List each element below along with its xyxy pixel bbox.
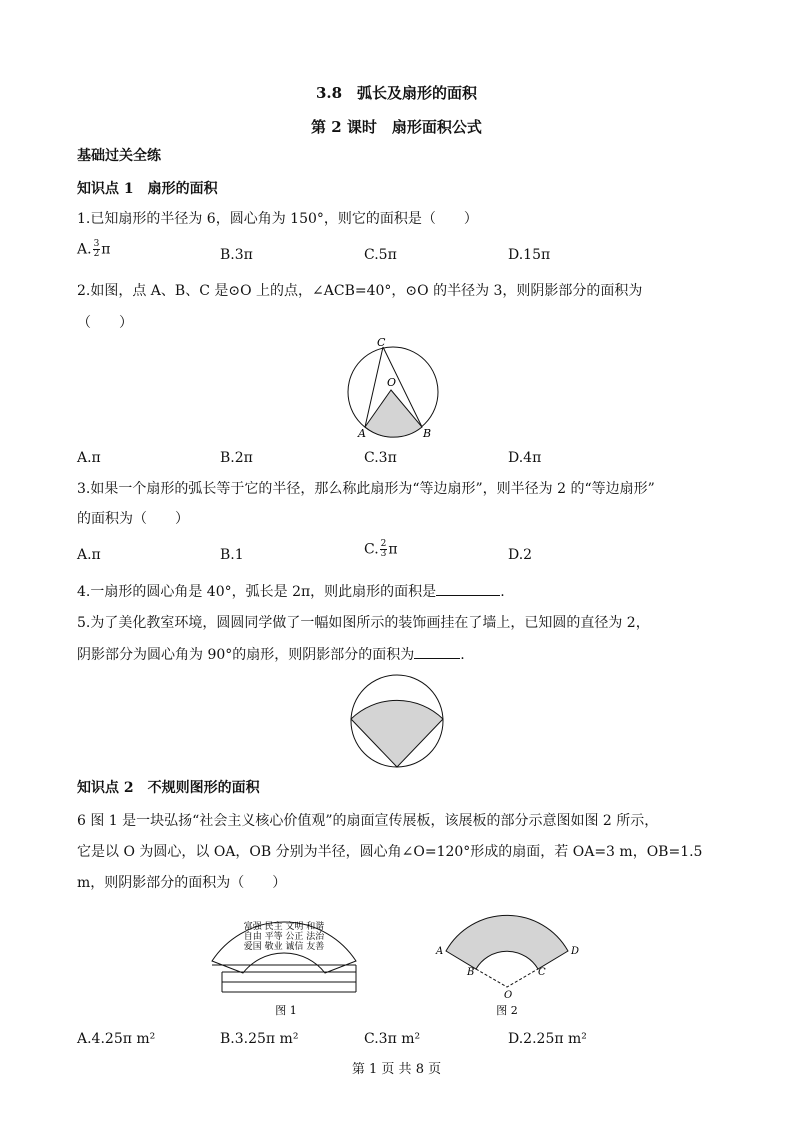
q2-option-c: C.3π (364, 450, 397, 466)
q3-option-c-fraction (380, 540, 388, 559)
q2-label-b: B (423, 427, 432, 440)
page-footer: 第 1 页 共 8 页 (351, 1062, 442, 1077)
fig2-label-b: B (467, 967, 475, 978)
fig2-label-a: A (436, 946, 444, 957)
knowledge-point-2 (77, 779, 260, 797)
q6-option-a: A.4.25π m² (77, 1031, 156, 1047)
q1-option-b: B.3π (220, 247, 253, 263)
q2-option-d: D.4π (508, 450, 542, 466)
kp2-name: 不规则图形的面积 (147, 780, 260, 796)
q2-label-c: C (377, 336, 386, 349)
q1-option-a-suffix: π (101, 241, 111, 258)
q4-stem (77, 582, 505, 601)
fig1-text-row1: 富强 民主 文明 和谐 (243, 922, 325, 932)
q5-stem-line2 (77, 645, 465, 664)
q1-option-a (77, 240, 111, 259)
q5-stem-line1: 5.为了美化教室环境，圆圆同学做了一幅如图所示的装饰画挂在了墙上，已知圆的直径为 2， (77, 615, 650, 631)
q6-option-c: C.3π m² (364, 1031, 421, 1047)
q3-option-c-prefix: C. (364, 541, 379, 558)
fig1-caption: 图 1 (275, 1004, 297, 1017)
q3-option-d: D.2 (508, 547, 533, 563)
knowledge-point-1 (77, 180, 218, 198)
q4-text: 4.一扇形的圆心角是 40°，弧长是 2π，则此扇形的面积是 (77, 584, 437, 600)
q6-figure-1 (209, 908, 361, 1020)
fig2-label-c: C (538, 967, 546, 978)
q3-option-a: A.π (77, 547, 101, 563)
q1-option-d: D.15π (508, 247, 551, 263)
fig2-label-d: D (571, 946, 580, 957)
q2-stem-line2: （ ） (77, 315, 133, 331)
page-title: 3.8 弧长及扇形的面积 (315, 84, 478, 102)
fig2-shaded-ring (446, 915, 568, 969)
q4-end: . (500, 584, 505, 600)
q6-stem-line3: m，则阴影部分的面积为（ ） (77, 875, 287, 891)
q2-stem-line1: 2.如图，点 A、B、C 是⊙O 上的点，∠ACB=40°，⊙O 的半径为 3，则阴影部分的面积为 (77, 283, 643, 299)
q3-option-c-num: 2 (380, 539, 387, 549)
q3-option-c-suffix: π (388, 541, 398, 558)
q6-option-b: B.3.25π m² (220, 1031, 299, 1047)
q5-answer-blank[interactable] (414, 645, 460, 659)
fig2-label-o: O (504, 990, 513, 1001)
q1-option-a-fraction (93, 240, 101, 259)
q4-answer-blank[interactable] (436, 582, 500, 596)
q6-stem-line2: 它是以 O 为圆心，以 OA，OB 分别为半径，圆心角∠O=120°形成的扇面，若 OA=3 m，OB=1.5 (77, 844, 703, 860)
q1-option-a-den: 2 (93, 249, 100, 259)
q3-option-b: B.1 (220, 547, 244, 563)
q5-shaded-sector (351, 700, 443, 767)
q3-option-c-den: 3 (380, 549, 387, 559)
q6-option-d: D.2.25π m² (508, 1031, 587, 1047)
fig2-caption: 图 2 (496, 1004, 518, 1017)
section-title: 基础过关全练 (77, 148, 161, 164)
q2-shaded-sector (365, 390, 422, 437)
fig1-text-row3: 爱国 敬业 诚信 友善 (243, 942, 325, 952)
page-subtitle: 第 2 课时 扇形面积公式 (311, 118, 482, 136)
q2-label-o: O (387, 376, 397, 389)
q3-stem-line2: 的面积为（ ） (77, 511, 189, 527)
q2-option-b: B.2π (220, 450, 253, 466)
q3-option-c (364, 540, 398, 559)
kp1-name: 扇形的面积 (147, 181, 218, 197)
q6-stem-line1: 6 图 1 是一块弘扬“社会主义核心价值观”的扇面宣传展板，该展板的部分示意图如图 2 所示， (77, 813, 659, 829)
q1-option-a-prefix: A. (77, 241, 92, 258)
q1-option-a-num: 3 (93, 239, 100, 249)
q5-text: 阴影部分为圆心角为 90°的扇形，则阴影部分的面积为 (77, 647, 415, 663)
q5-figure (349, 673, 445, 769)
q1-stem: 1.已知扇形的半径为 6，圆心角为 150°，则它的面积是（ ） (77, 211, 478, 227)
q5-end: . (460, 647, 465, 663)
fig1-text-row2: 自由 平等 公正 法治 (243, 932, 325, 942)
q6-figure-2 (432, 904, 582, 1024)
q1-option-c: C.5π (364, 247, 397, 263)
kp1-label: 知识点 1 (77, 181, 134, 197)
kp2-label: 知识点 2 (77, 780, 134, 796)
q2-label-a: A (358, 427, 366, 440)
fig2-dashed-radii (476, 969, 538, 987)
q2-figure (345, 336, 445, 440)
q2-option-a: A.π (77, 450, 101, 466)
q3-stem-line1: 3.如果一个扇形的弧长等于它的半径，那么称此扇形为“等边扇形”，则半径为 2 的“等边扇形” (77, 481, 655, 497)
